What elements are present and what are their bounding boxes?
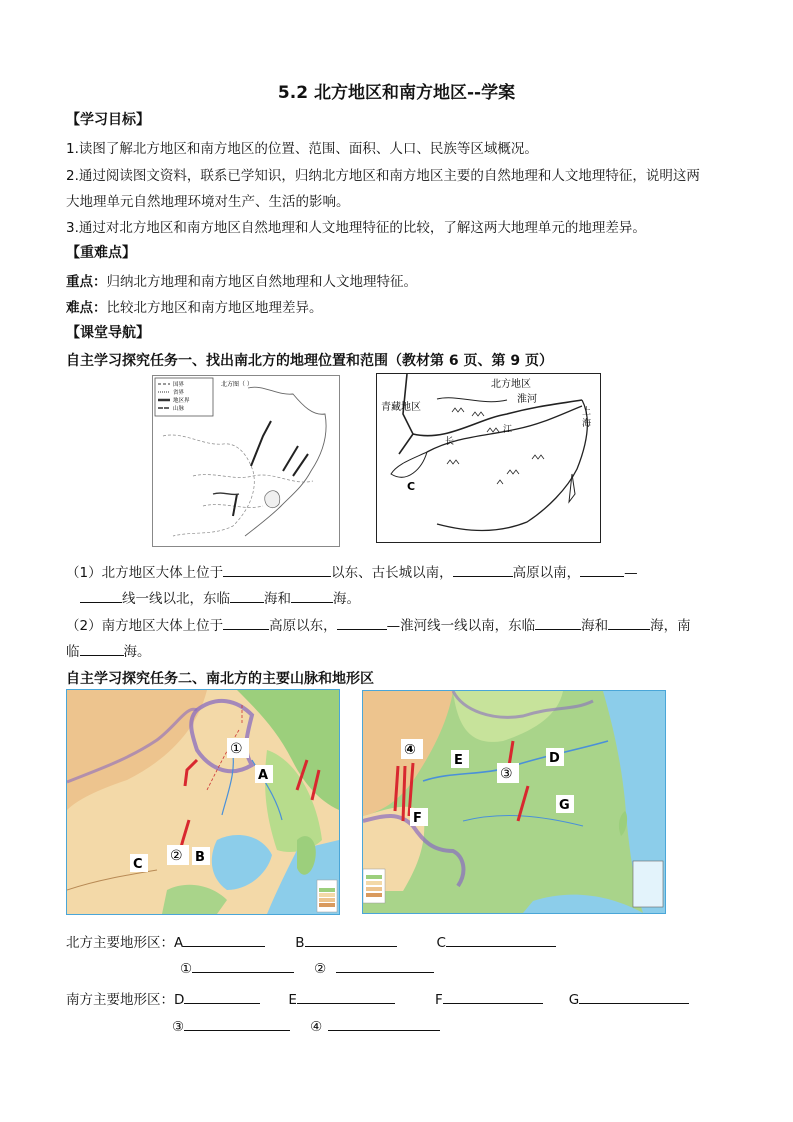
south-blank-g[interactable] (579, 989, 689, 1004)
south-terrain-label: 南方主要地形区： (66, 992, 174, 1008)
section-guide-heading: 【课堂导航】 (66, 325, 150, 341)
q1-blank-1[interactable] (223, 562, 331, 577)
question-1-line-1 (66, 561, 638, 581)
map2-north-label: 北方地区 (491, 379, 531, 390)
north-outline-map (152, 375, 340, 547)
north-item-a: A (174, 935, 184, 951)
q2-part-d: 海和 (581, 618, 609, 634)
q2-blank-2[interactable] (337, 615, 387, 630)
south-physical-map (362, 690, 666, 914)
section-goals-heading: 【学习目标】 (66, 112, 150, 128)
q1-blank-2[interactable] (453, 562, 513, 577)
south-item-f: F (434, 992, 443, 1008)
north-item-b: B (295, 935, 305, 951)
map4-legend-swatch-4 (366, 893, 382, 897)
map2-changjiang-1: 长 (445, 437, 455, 447)
map3-label-c: C (133, 857, 143, 872)
map2-changjiang-2: 江 (503, 425, 513, 435)
q1-part-g: 海。 (333, 591, 360, 607)
region-boundary (213, 493, 239, 494)
map4-legend-swatch-1 (366, 875, 382, 879)
map2-qinghai-label: 青藏地区 (381, 402, 421, 413)
q1-part-a: （1）北方地区大体上位于 (66, 565, 224, 581)
task2-title: 自主学习探究任务二、南北方的主要山脉和地形区 (66, 671, 374, 687)
q2-blank-4[interactable] (608, 615, 650, 630)
north-item-c1: ① (180, 961, 193, 977)
qinghai-boundary (399, 374, 413, 454)
difficult-point (66, 296, 323, 316)
map4-inset-box (633, 861, 663, 907)
south-physical-map-svg (363, 691, 665, 913)
q1-blank-6[interactable] (291, 588, 333, 603)
south-outline-map (376, 373, 601, 543)
map3-label-c2: ② (170, 848, 183, 864)
map1-title: 北方图（ ） (221, 381, 253, 388)
q1-part-c: 高原以南， (512, 565, 581, 581)
mountain-line-4 (233, 494, 237, 516)
q2-part-f: 临 (66, 644, 80, 660)
south-terrain-row (66, 988, 689, 1008)
north-blank-b[interactable] (305, 932, 397, 947)
north-outline-map-svg (153, 376, 339, 546)
south-blank-d[interactable] (184, 989, 260, 1004)
north-mountain-row (180, 958, 434, 977)
mountain-symbol-5 (507, 470, 519, 474)
map4-label-g: G (559, 798, 570, 813)
legend-text-2: 地区界 (173, 398, 190, 404)
q1-blank-3[interactable] (580, 562, 624, 577)
map4-label-c4: ④ (404, 742, 416, 758)
map3-legend-swatch-2 (319, 893, 335, 897)
q1-part-d: — (624, 565, 638, 581)
map3-legend-swatch-3 (319, 898, 335, 902)
province-line-2 (193, 475, 313, 482)
north-physical-map-svg (67, 690, 339, 914)
south-item-g: G (568, 992, 580, 1008)
map3-label-c1: ① (230, 741, 243, 757)
question-2-line-1 (66, 614, 691, 634)
map4-label-c3: ③ (500, 766, 513, 782)
map4-elevation-legend (363, 869, 385, 903)
q2-blank-1[interactable] (223, 615, 269, 630)
task1-title: 自主学习探究任务一、找出南北方的地理位置和范围（教材第 6 页、第 9 页） (66, 353, 553, 369)
key-point-label: 重点： (66, 274, 107, 290)
north-terrain-row (66, 931, 556, 951)
mountain-symbol-1 (452, 408, 464, 412)
south-item-e: E (288, 992, 297, 1008)
q2-part-c: —淮河线一线以南，东临 (386, 618, 536, 634)
mountain-symbol-7 (532, 455, 544, 459)
section-key-heading: 【重难点】 (66, 245, 136, 261)
difficult-label: 难点： (66, 300, 107, 316)
map2-c-label: C (407, 480, 416, 493)
key-point-text: 归纳北方地理和南方地区自然地理和人文地理特征。 (106, 274, 417, 290)
q2-part-b: 高原以东， (269, 618, 337, 634)
map3-label-a: A (258, 768, 269, 783)
question-1-line-2 (80, 587, 360, 607)
bay-shape (265, 491, 280, 508)
map3-label-b: B (195, 850, 205, 865)
q2-blank-5[interactable] (80, 641, 124, 656)
mountain-symbols (447, 408, 544, 484)
west-outline (391, 452, 427, 477)
mountain-line-2 (283, 446, 298, 471)
north-item-c: C (436, 935, 446, 951)
legend-text-0: 国界 (173, 382, 185, 388)
q1-part-e: 线一线以北，东临 (122, 591, 230, 607)
south-item-d: D (174, 992, 185, 1008)
south-blank-c4[interactable] (328, 1016, 440, 1031)
q2-blank-3[interactable] (535, 615, 581, 630)
province-line-1 (163, 435, 254, 536)
taiwan-shape (569, 474, 575, 502)
legend-text-3: 山脉 (173, 406, 185, 412)
north-border-line (245, 387, 326, 536)
province-line-3 (203, 505, 263, 508)
map2-huaihe-label: 淮河 (517, 394, 537, 405)
north-blank-a[interactable] (183, 932, 265, 947)
map3-legend-swatch-4 (319, 903, 335, 907)
goal-1: 1.读图了解北方地区和南方地区的位置、范围、面积、人口、民族等区域概况。 (66, 141, 538, 157)
map4-label-f: F (413, 811, 422, 826)
south-item-c4: ④ (310, 1019, 323, 1035)
difficult-text: 比较北方地区和南方地区地理差异。 (106, 300, 323, 316)
q1-blank-4[interactable] (80, 588, 122, 603)
south-mountain-row (172, 1016, 440, 1035)
q2-part-a: （2）南方地区大体上位于 (66, 618, 224, 634)
south-coastline (437, 400, 587, 531)
q1-part-b: 以东、古长城以南， (331, 565, 453, 581)
mountain-line-1 (251, 421, 271, 466)
map4-legend-swatch-2 (366, 881, 382, 885)
map2-shanghai-2: 海 (582, 419, 592, 429)
mountain-symbol-6 (497, 480, 503, 484)
q1-part-f: 海和 (264, 591, 291, 607)
map4-legend-swatch-3 (366, 887, 382, 891)
map3-legend-swatch-1 (319, 888, 335, 892)
mountain-symbol-3 (487, 428, 499, 432)
map4-label-d: D (549, 751, 560, 766)
key-point (66, 270, 417, 290)
goal-3: 3.通过对北方地区和南方地区自然地理和人文地理特征的比较，了解这两大地理单元的地理差异。 (66, 220, 646, 236)
north-physical-map (66, 689, 340, 915)
south-blank-e[interactable] (297, 989, 395, 1004)
map4-label-e: E (454, 753, 463, 768)
yellow-river-line (437, 398, 507, 402)
mountain-symbol-4 (447, 460, 459, 464)
south-item-c3: ③ (172, 1019, 185, 1035)
goal-2-cont: 大地理单元自然地理环境对生产、生活的影响。 (66, 194, 350, 210)
south-blank-c3[interactable] (184, 1016, 290, 1031)
south-outline-map-svg (377, 374, 600, 542)
north-blank-c[interactable] (446, 932, 556, 947)
question-2-line-2 (66, 640, 151, 660)
page-title: 5.2 北方地区和南方地区--学案 (277, 83, 516, 103)
north-terrain-label: 北方主要地形区： (66, 935, 174, 951)
north-blank-c1[interactable] (192, 958, 294, 973)
q2-part-g: 海。 (123, 644, 151, 660)
map2-shanghai-1: 上 (582, 407, 592, 417)
mountain-symbol-2 (472, 412, 484, 416)
north-item-c2: ② (314, 961, 327, 977)
mountain-line-3 (293, 454, 308, 476)
legend-text-1: 省界 (173, 390, 185, 396)
north-blank-c2[interactable] (336, 958, 434, 973)
south-blank-f[interactable] (443, 989, 543, 1004)
q2-part-e: 海，南 (650, 618, 691, 634)
goal-2: 2.通过阅读图文资料，联系已学知识，归纳北方地区和南方地区主要的自然地理和人文地理特征，说明这两 (66, 168, 700, 184)
q1-blank-5[interactable] (230, 588, 264, 603)
